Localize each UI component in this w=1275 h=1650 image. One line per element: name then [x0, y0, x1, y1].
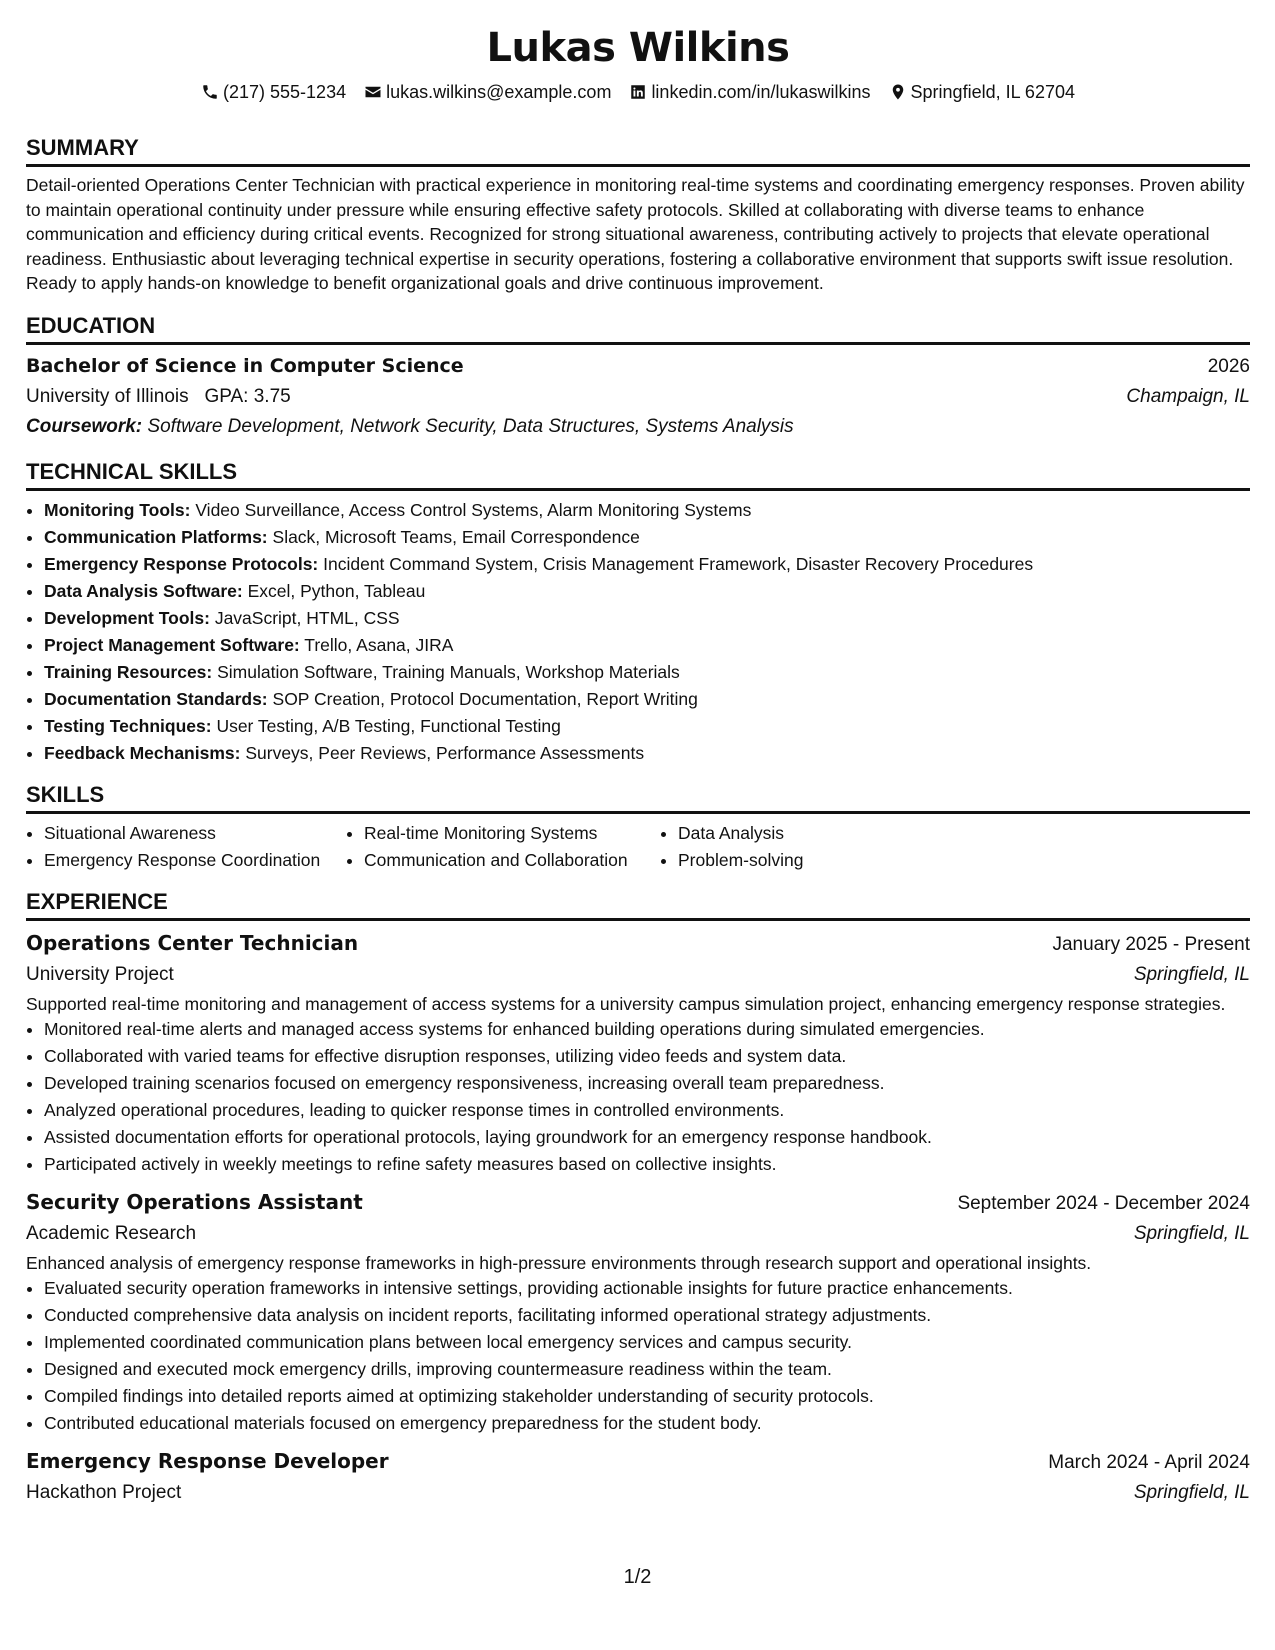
list-item	[44, 713, 1250, 740]
skill-value: Excel, Python, Tableau	[247, 580, 426, 601]
list-item	[44, 632, 1250, 659]
degree-title: Bachelor of Science in Computer Science	[26, 354, 464, 377]
technical-skills-list	[26, 497, 1250, 767]
job-org: Academic Research	[26, 1222, 197, 1244]
job-org: Hackathon Project	[26, 1481, 182, 1503]
contact-email[interactable]	[364, 80, 611, 104]
school-location: Champaign, IL	[1126, 385, 1250, 407]
list-item: • Participated actively in weekly meetings to refine safety measures based on collective insights.	[44, 1151, 1250, 1178]
gpa: GPA: 3.75	[204, 385, 291, 407]
list-item: • Real-time Monitoring Systems	[364, 820, 660, 847]
section-title-education: EDUCATION	[26, 312, 1250, 345]
skill-label: Testing Techniques:	[44, 715, 212, 736]
job-dates: January 2025 - Present	[1052, 933, 1250, 955]
skill-value: SOP Creation, Protocol Documentation, Report Writing	[272, 688, 698, 709]
skill-label: Development Tools:	[44, 607, 210, 628]
list-item: • Situational Awareness	[44, 820, 346, 847]
skill-value: JavaScript, HTML, CSS	[214, 607, 400, 628]
list-item: • Monitored real-time alerts and managed access systems for enhanced building operations during simulated emergencies.	[44, 1016, 1250, 1043]
graduation-year: 2026	[1207, 355, 1250, 377]
job-location: Springfield, IL	[1133, 1222, 1250, 1244]
job-entry	[26, 1186, 1250, 1437]
list-item	[44, 686, 1250, 713]
job-bullets	[26, 1275, 1250, 1437]
section-title-summary: SUMMARY	[26, 134, 1250, 167]
technical-skills-section	[26, 458, 1250, 767]
skill-label: Documentation Standards:	[44, 688, 268, 709]
job-description: Supported real-time monitoring and management of access systems for a university campus simulation project, enhancing emergency response strategies.	[26, 993, 1226, 1014]
contact-phone[interactable]	[201, 80, 346, 104]
list-item: • Emergency Response Coordination	[44, 847, 346, 874]
section-title-technical-skills: TECHNICAL SKILLS	[26, 458, 1250, 491]
experience-section	[26, 888, 1250, 1508]
phone-icon	[201, 83, 219, 101]
skills-columns	[26, 820, 1250, 874]
school-name: University of Illinois	[26, 385, 189, 407]
phone-text: (217) 555-1234	[223, 82, 347, 102]
skill-value: Slack, Microsoft Teams, Email Correspondence	[272, 526, 640, 547]
list-item	[44, 578, 1250, 605]
linkedin-icon	[629, 83, 647, 101]
job-description: Enhanced analysis of emergency response frameworks in high-pressure environments through research support and operational insights.	[26, 1252, 1092, 1273]
list-item: • Evaluated security operation frameworks in intensive settings, providing actionable insights for future practice enhancements.	[44, 1275, 1250, 1302]
job-title: Security Operations Assistant	[26, 1189, 363, 1214]
list-item: • Problem-solving	[678, 847, 803, 874]
list-item	[44, 605, 1250, 632]
skill-value: Surveys, Peer Reviews, Performance Assessments	[245, 742, 645, 763]
job-dates: March 2024 - April 2024	[1048, 1451, 1250, 1473]
contact-location	[889, 80, 1075, 104]
list-item: • Communication and Collaboration	[364, 847, 660, 874]
coursework-label: Coursework:	[26, 415, 143, 437]
skills-column-3	[660, 820, 803, 874]
list-item: • Compiled findings into detailed reports aimed at optimizing stakeholder understanding of security protocols.	[44, 1383, 1250, 1410]
list-item	[44, 740, 1250, 767]
skill-value: Trello, Asana, JIRA	[304, 634, 454, 655]
contact-bar	[26, 80, 1250, 104]
list-item	[44, 551, 1250, 578]
summary-section	[26, 134, 1250, 296]
skill-label: Training Resources:	[44, 661, 213, 682]
school-line	[26, 382, 291, 412]
skill-value: Simulation Software, Training Manuals, Workshop Materials	[217, 661, 680, 682]
skills-section	[26, 781, 1250, 874]
list-item: • Collaborated with varied teams for effective disruption responses, utilizing video feeds and system data.	[44, 1043, 1250, 1070]
coursework-list: Software Development, Network Security, Data Structures, Systems Analysis	[147, 415, 794, 437]
job-location: Springfield, IL	[1133, 963, 1250, 985]
resume-page	[26, 0, 1250, 1508]
coursework-line	[26, 412, 1250, 442]
skill-label: Project Management Software:	[44, 634, 300, 655]
job-title: Emergency Response Developer	[26, 1448, 389, 1473]
skill-label: Data Analysis Software:	[44, 580, 243, 601]
list-item: • Data Analysis	[678, 820, 803, 847]
list-item: • Designed and executed mock emergency drills, improving countermeasure readiness within the team.	[44, 1356, 1250, 1383]
list-item	[44, 497, 1250, 524]
map-pin-icon	[889, 83, 907, 101]
skill-value: Video Surveillance, Access Control Systems, Alarm Monitoring Systems	[195, 499, 752, 520]
skill-label: Communication Platforms:	[44, 526, 268, 547]
job-location: Springfield, IL	[1133, 1481, 1250, 1503]
section-title-skills: SKILLS	[26, 781, 1250, 814]
email-text: lukas.wilkins@example.com	[386, 82, 612, 102]
contact-linkedin[interactable]	[629, 80, 870, 104]
skill-value: Incident Command System, Crisis Management Framework, Disaster Recovery Procedures	[323, 553, 1034, 574]
linkedin-text: linkedin.com/in/lukaswilkins	[651, 82, 871, 102]
list-item: • Conducted comprehensive data analysis on incident reports, facilitating informed operational strategy adjustments.	[44, 1302, 1250, 1329]
job-title: Operations Center Technician	[26, 930, 359, 955]
skills-column-1	[26, 820, 346, 874]
list-item: • Implemented coordinated communication plans between local emergency services and campus security.	[44, 1329, 1250, 1356]
education-section	[26, 312, 1250, 442]
job-org: University Project	[26, 963, 174, 985]
page-number: 1/2	[623, 1566, 652, 1588]
skill-label: Emergency Response Protocols:	[44, 553, 319, 574]
list-item: • Developed training scenarios focused on emergency responsiveness, increasing overall team preparedness.	[44, 1070, 1250, 1097]
skills-column-2	[346, 820, 660, 874]
location-text: Springfield, IL 62704	[910, 82, 1075, 102]
skill-label: Feedback Mechanisms:	[44, 742, 241, 763]
section-title-experience: EXPERIENCE	[26, 888, 1250, 921]
job-entry	[26, 927, 1250, 1178]
job-dates: September 2024 - December 2024	[957, 1192, 1250, 1214]
skill-value: User Testing, A/B Testing, Functional Testing	[216, 715, 561, 736]
job-bullets	[26, 1016, 1250, 1178]
list-item: • Contributed educational materials focused on emergency preparedness for the student body.	[44, 1410, 1250, 1437]
skill-label: Monitoring Tools:	[44, 499, 191, 520]
list-item: • Analyzed operational procedures, leading to quicker response times in controlled environments.	[44, 1097, 1250, 1124]
envelope-icon	[364, 83, 382, 101]
list-item	[44, 659, 1250, 686]
list-item	[44, 524, 1250, 551]
job-entry	[26, 1445, 1250, 1508]
list-item: • Assisted documentation efforts for operational protocols, laying groundwork for an emergency response handbook.	[44, 1124, 1250, 1151]
candidate-name: Lukas Wilkins	[486, 25, 790, 71]
summary-text: Detail-oriented Operations Center Technician with practical experience in monitoring real-time systems and coordinating emergency responses. Proven ability to maintain operational continuity under pressure while ensuring effective safety protocols. Skilled at collaborating with diverse teams to enhance communication and efficiency during critical events. Recognized for strong situational awareness, contributing actively to projects that elevate operational readiness. Enthusiastic about leveraging technical expertise in security operations, fostering a collaborative environment that supports swift issue resolution. Ready to apply hands-on knowledge to benefit organizational goals and drive continuous improvement.	[26, 175, 1245, 293]
